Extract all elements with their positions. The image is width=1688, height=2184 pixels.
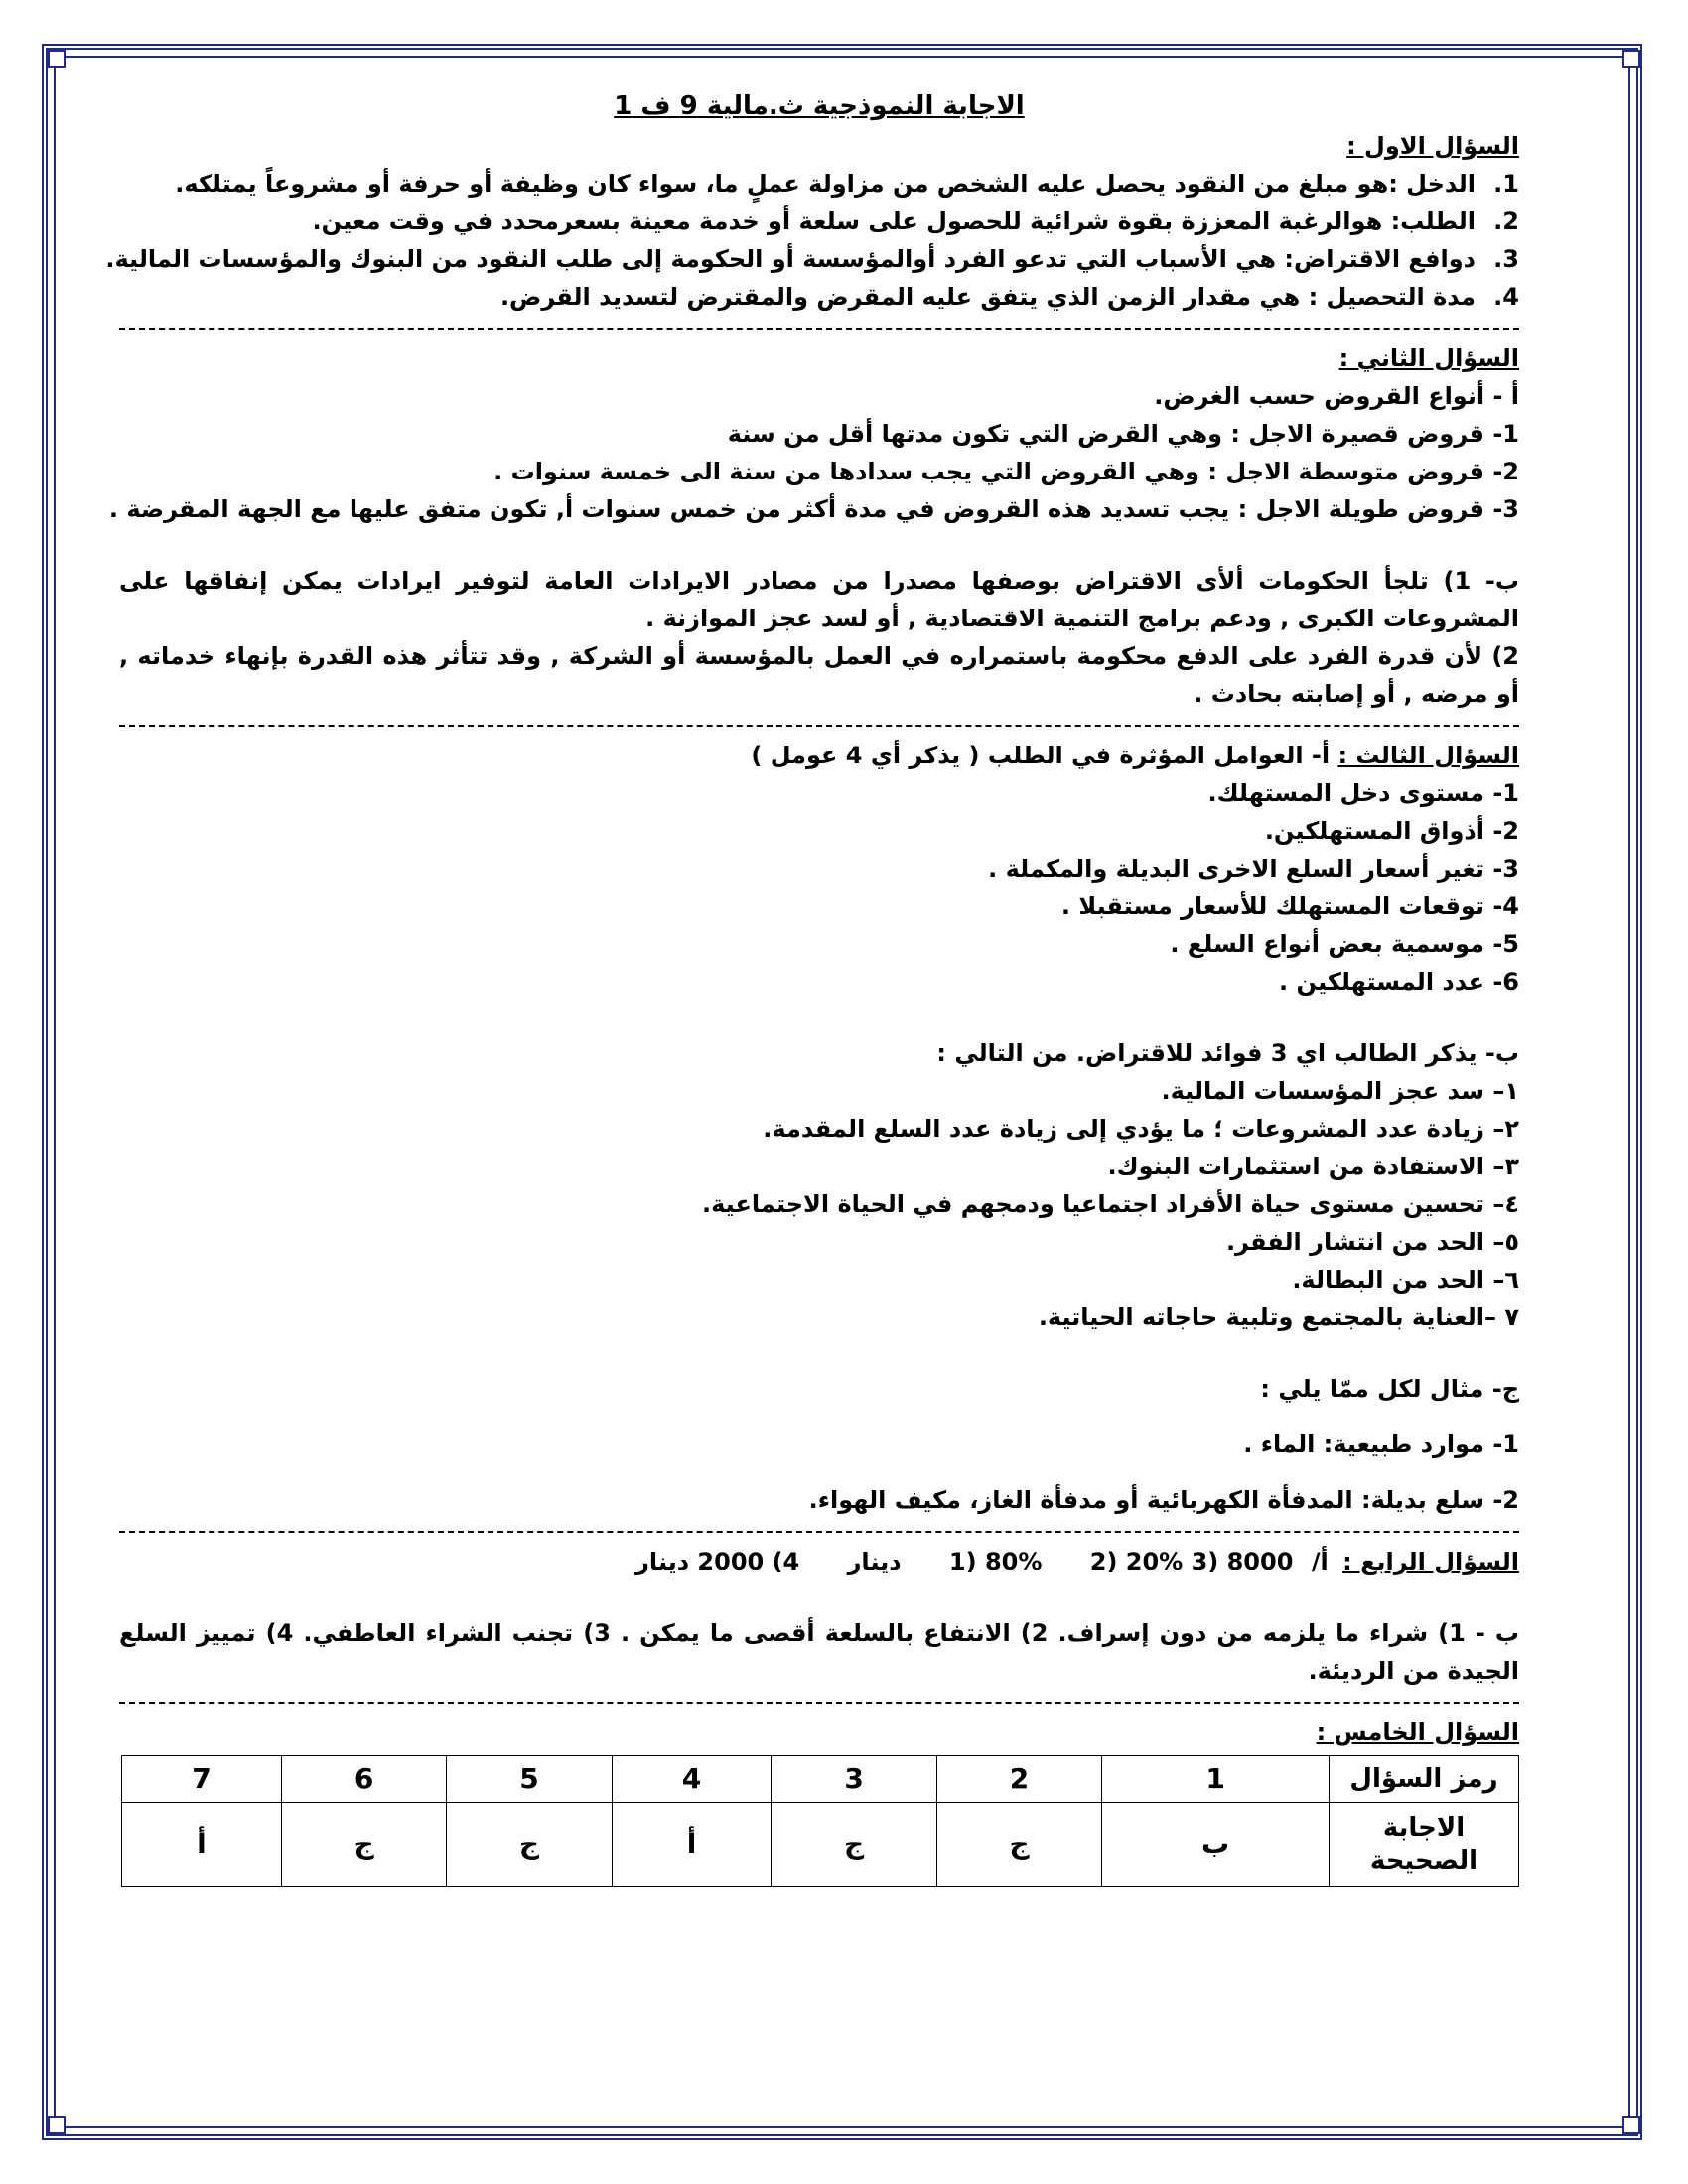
table-cell: 2	[936, 1756, 1101, 1803]
q3-c-item: 2- سلع بديلة: المدفأة الكهربائية أو مدفأة الغاز، مكيف الهواء.	[808, 1486, 1519, 1514]
table-cell: 5	[447, 1756, 612, 1803]
q2-a-item: 2- قروض متوسطة الاجل : وهي القروض التي يجب سدادها من سنة الى خمسة سنوات .	[493, 458, 1519, 485]
question-5	[119, 1713, 1519, 1887]
document-body	[105, 87, 1520, 1887]
q4-answer: 2) 20%	[1089, 1548, 1184, 1575]
table-header-cell: رمز السؤال	[1330, 1756, 1519, 1803]
table-cell: ج	[281, 1803, 446, 1887]
table-cell: 6	[281, 1756, 446, 1803]
border-corner	[48, 50, 66, 68]
q3-a-title: أ- العوامل المؤثرة في الطلب ( يذكر أي 4 عومل )	[751, 742, 1331, 769]
question-1	[105, 127, 1519, 316]
question-2	[108, 340, 1520, 713]
dashed-separator	[119, 1702, 1519, 1704]
table-cell: 7	[122, 1756, 282, 1803]
dashed-separator	[119, 725, 1519, 727]
q1-item: 3.دوافع الاقتراض: هي الأسباب التي تدعو الفرد أوالمؤسسة أو الحكومة إلى طلب النقود من البنوك والمؤسسات المالية.	[105, 245, 1519, 273]
table-row	[122, 1803, 1519, 1887]
q4-answer: 1) 80%	[948, 1548, 1043, 1575]
q2-a-item: 3- قروض طويلة الاجل : يجب تسديد هذه القروض في مدة أكثر من خمس سنوات أ, تكون متفق عليها مع الجهة المقرضة .	[108, 495, 1519, 523]
table-row	[122, 1756, 1519, 1803]
table-cell: ج	[447, 1803, 612, 1887]
table-cell: ج	[772, 1803, 936, 1887]
question-3	[119, 737, 1519, 1519]
border-corner	[48, 2116, 66, 2134]
border-corner	[1622, 50, 1640, 68]
q3-a-item: 1- مستوى دخل المستهلك.	[1207, 779, 1519, 807]
q3-b-title: ب- يذكر الطالب اي 3 فوائد للاقتراض. من التالي :	[936, 1039, 1519, 1067]
q3-a-item: 5- موسمية بعض أنواع السلع .	[1170, 930, 1519, 958]
answer-table	[121, 1755, 1519, 1887]
q2-a-item: 1- قروض قصيرة الاجل : وهي القرض التي تكون مدتها أقل من سنة	[727, 420, 1519, 448]
q3-heading: السؤال الثالث :	[1337, 742, 1519, 769]
q3-b-item: ٤– تحسين مستوى حياة الأفراد اجتماعيا ودمجهم في الحياة الاجتماعية.	[701, 1190, 1519, 1218]
table-header-cell: الاجابة الصحيحة	[1330, 1803, 1519, 1887]
q3-b-item: ٥– الحد من انتشار الفقر.	[1225, 1228, 1519, 1256]
table-cell: أ	[122, 1803, 282, 1887]
q3-a-item: 2- أذواق المستهلكين.	[1264, 817, 1519, 845]
q3-b-item: ٢– زيادة عدد المشروعات ؛ ما يؤدي إلى زيادة عدد السلع المقدمة.	[763, 1115, 1519, 1143]
q3-b-item: ١– سد عجز المؤسسات المالية.	[1161, 1077, 1519, 1105]
q3-a-item: 4- توقعات المستهلك للأسعار مستقبلا .	[1060, 892, 1519, 920]
q2-b2: 2) لأن قدرة الفرد على الدفع محكومة باستمراره في العمل بالمؤسسة أو الشركة , وقد تتأثر هذه القدرة بإنهاء خدماته , أو مرضه , أو إصابته بحادث .	[119, 642, 1519, 708]
table-cell: أ	[612, 1803, 772, 1887]
q3-b-item: ٧ –العناية بالمجتمع وتلبية حاجاته الحياتية.	[1038, 1303, 1519, 1331]
q4-a-label: أ/	[1311, 1548, 1329, 1575]
dashed-separator	[119, 328, 1519, 330]
q1-item: 2.الطلب: هوالرغبة المعززة بقوة شرائية للحصول على سلعة أو خدمة معينة بسعرمحدد في وقت معين.	[312, 207, 1519, 235]
q5-heading: السؤال الخامس :	[1316, 1718, 1519, 1746]
q3-a-item: 3- تغير أسعار السلع الاخرى البديلة والمكملة .	[988, 855, 1519, 883]
q1-heading: السؤال الاول :	[1346, 132, 1519, 160]
border-corner	[1622, 2116, 1640, 2134]
dashed-separator	[119, 1531, 1519, 1533]
question-4	[119, 1543, 1519, 1690]
q3-b-item: ٣– الاستفادة من استثمارات البنوك.	[1107, 1153, 1519, 1180]
q2-b1: ب- 1) تلجأ الحكومات ألأى الاقتراض بوصفها مصدرا من مصادر الايرادات العامة لتوفير ايرادات يمكن إنفاقها على المشروعات الكبرى , ودعم برامج التنمية الاقتصادية , أو لسد عجز الموازنة .	[119, 567, 1520, 632]
table-cell: 4	[612, 1756, 772, 1803]
table-cell: 3	[772, 1756, 936, 1803]
q2-a-title: أ - أنواع القروض حسب الغرض.	[1154, 382, 1519, 410]
q3-c-title: ج- مثال لكل ممّا يلي :	[1260, 1375, 1519, 1403]
q4-b: ب - 1) شراء ما يلزمه من دون إسراف. 2) الانتفاع بالسلعة أقصى ما يمكن . 3) تجنب الشراء العاطفي. 4) تمييز السلع الجيدة من الرديئة.	[119, 1619, 1520, 1685]
table-cell: ب	[1102, 1803, 1330, 1887]
q3-a-item: 6- عدد المستهلكين .	[1279, 968, 1519, 996]
q4-answer: 3) 8000 دينار	[847, 1548, 1294, 1575]
table-cell: ج	[936, 1803, 1101, 1887]
q1-item: 4.مدة التحصيل : هي مقدار الزمن الذي يتفق عليه المقرض والمقترض لتسديد القرض.	[499, 283, 1519, 311]
page-title: الاجابة النموذجية ث.مالية 9 ف 1	[614, 91, 1025, 121]
q4-answer: 4) 2000 دينار	[635, 1548, 800, 1575]
q3-b-item: ٦– الحد من البطالة.	[1292, 1266, 1519, 1294]
q3-c-item: 1- موارد طبيعية: الماء .	[1243, 1431, 1519, 1458]
q2-heading: السؤال الثاني :	[1338, 344, 1519, 372]
q4-heading: السؤال الرابع :	[1342, 1548, 1519, 1575]
table-cell: 1	[1102, 1756, 1330, 1803]
q1-item: 1.الدخل :هو مبلغ من النقود يحصل عليه الشخص من مزاولة عملٍ ما، سواء كان وظيفة أو حرفة أو مشروعاً يمتلكه.	[175, 170, 1519, 198]
